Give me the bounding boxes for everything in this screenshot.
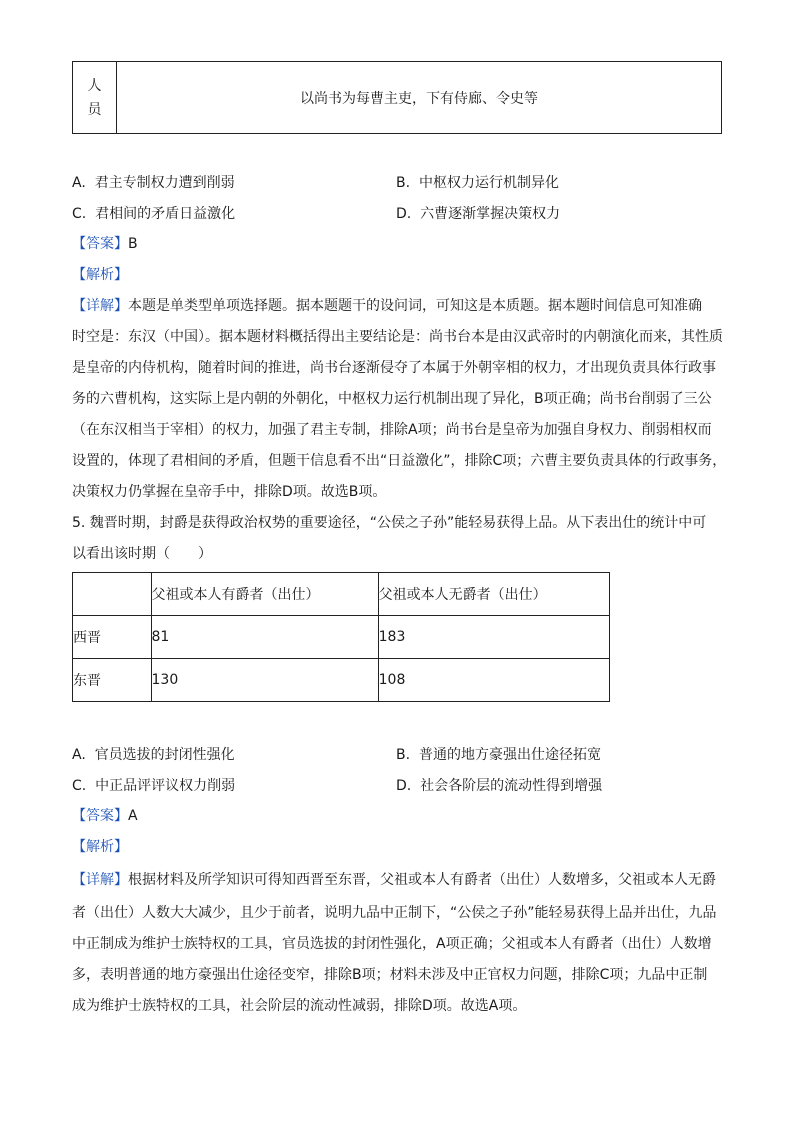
- table-cell: 东晋: [73, 659, 152, 702]
- option-letter: A.: [72, 747, 86, 763]
- option-text: 君相间的矛盾日益激化: [95, 206, 236, 222]
- q4-option-b: [396, 173, 559, 193]
- q5-detail-line: [72, 870, 716, 890]
- answer-tag: 【答案】: [72, 808, 128, 824]
- q4-option-d: [396, 204, 560, 224]
- q4-detail-line: [72, 296, 702, 316]
- option-letter: D.: [396, 778, 412, 794]
- option-letter: B.: [396, 175, 411, 191]
- option-text: 中正品评评议权力削弱: [95, 778, 236, 794]
- option-text: 社会各阶层的流动性得到增强: [420, 778, 603, 794]
- q5-option-a: [72, 745, 235, 765]
- table-cell: 西晋: [73, 616, 152, 659]
- q4-detail-line: （在东汉相当于宰相）的权力，加强了君主专制，排除A项；尚书台是皇帝为加强自身权力、削弱相权而: [72, 422, 712, 438]
- option-text: 六曹逐渐掌握决策权力: [420, 206, 561, 222]
- q5-option-b: [396, 745, 601, 765]
- q4-detail-line: 决策权力仍掌握在皇帝手中，排除D项。故选B项。: [72, 484, 387, 500]
- answer-value: B: [128, 236, 138, 252]
- officials-table: [72, 61, 722, 134]
- table-cell: 108: [378, 659, 609, 702]
- q5-detail-line: 成为维护士族特权的工具，社会阶层的流动性减弱，排除D项。故选A项。: [72, 998, 527, 1014]
- q4-answer: [72, 234, 138, 254]
- detail-tag: 【详解】: [72, 298, 128, 314]
- q5-option-d: [396, 776, 602, 796]
- table-row: [73, 659, 610, 702]
- option-letter: A.: [72, 175, 86, 191]
- option-text: 官员选拔的封闭性强化: [94, 747, 235, 763]
- table-row: [73, 62, 722, 134]
- q5-analysis-heading: [72, 837, 128, 857]
- answer-tag: 【答案】: [72, 236, 128, 252]
- row-label-cell: [73, 62, 117, 134]
- q5-stem-line: 5. 魏晋时期，封爵是获得政治权势的重要途径，“公侯之子孙”能轻易获得上品。从下表出仕的统计中可: [72, 515, 707, 531]
- option-letter: D.: [396, 206, 412, 222]
- table-cell: 183: [378, 616, 609, 659]
- option-letter: C.: [72, 206, 87, 222]
- nobility-statistics-table: [72, 572, 610, 702]
- detail-text: 根据材料及所学知识可得知西晋至东晋，父祖或本人有爵者（出仕）人数增多，父祖或本人无爵: [128, 872, 716, 888]
- detail-tag: 【详解】: [72, 872, 128, 888]
- option-letter: C.: [72, 778, 87, 794]
- q4-option-a: [72, 173, 235, 193]
- option-text: 君主专制权力遭到削弱: [94, 175, 235, 191]
- table-header-cell: 父祖或本人无爵者（出仕）: [378, 573, 609, 616]
- q5-answer: [72, 806, 138, 826]
- option-text: 普通的地方豪强出仕途径拓宽: [418, 747, 601, 763]
- q5-detail-line: 多，表明普通的地方豪强出仕途径变窄，排除B项；材料未涉及中正官权力问题，排除C项；九品中正制: [72, 967, 708, 983]
- row-label-char: 人: [87, 77, 102, 94]
- q5-detail-line: 中正制成为维护士族特权的工具，官员选拔的封闭性强化，A项正确；父祖或本人有爵者（出仕）人数增: [72, 936, 712, 952]
- table-header-cell: 父祖或本人有爵者（出仕）: [151, 573, 378, 616]
- option-text: 中枢权力运行机制异化: [418, 175, 559, 191]
- row-label-char: 员: [87, 101, 102, 118]
- answer-value: A: [128, 808, 138, 824]
- q5-stem-line: 以看出该时期（ ）: [72, 546, 212, 562]
- q4-option-c: [72, 204, 235, 224]
- analysis-tag: 【解析】: [72, 267, 128, 283]
- table-header-cell: [73, 573, 152, 616]
- q4-detail-line: 设置的，体现了君相间的矛盾，但题干信息看不出“日益激化”，排除C项；六曹主要负责具体的行政事务，: [72, 453, 727, 469]
- q4-analysis-heading: [72, 265, 128, 285]
- analysis-tag: 【解析】: [72, 839, 128, 855]
- q5-detail-line: 者（出仕）人数大大减少，且少于前者，说明九品中正制下，“公侯之子孙”能轻易获得上品并出仕，九品: [72, 905, 717, 921]
- row-content-cell: 以尚书为每曹主吏，下有侍廊、令史等: [117, 62, 722, 134]
- table-cell: 130: [151, 659, 378, 702]
- table-header-row: [73, 573, 610, 616]
- q5-option-c: [72, 776, 235, 796]
- table-cell: 81: [151, 616, 378, 659]
- option-letter: B.: [396, 747, 411, 763]
- q4-detail-line: 是皇帝的内侍机构，随着时间的推进，尚书台逐渐侵夺了本属于外朝宰相的权力，才出现负责具体行政事: [72, 360, 716, 376]
- table-row: [73, 616, 610, 659]
- detail-text: 本题是单类型单项选择题。据本题题干的设问词，可知这是本质题。据本题时间信息可知准确: [128, 298, 702, 314]
- q4-detail-line: 务的六曹机构，这实际上是内朝的外朝化，中枢权力运行机制出现了异化，B项正确；尚书台削弱了三公: [72, 391, 712, 407]
- q4-detail-line: 时空是：东汉（中国）。据本题材料概括得出主要结论是：尚书台本是由汉武帝时的内朝演化而来，其性质: [72, 329, 723, 345]
